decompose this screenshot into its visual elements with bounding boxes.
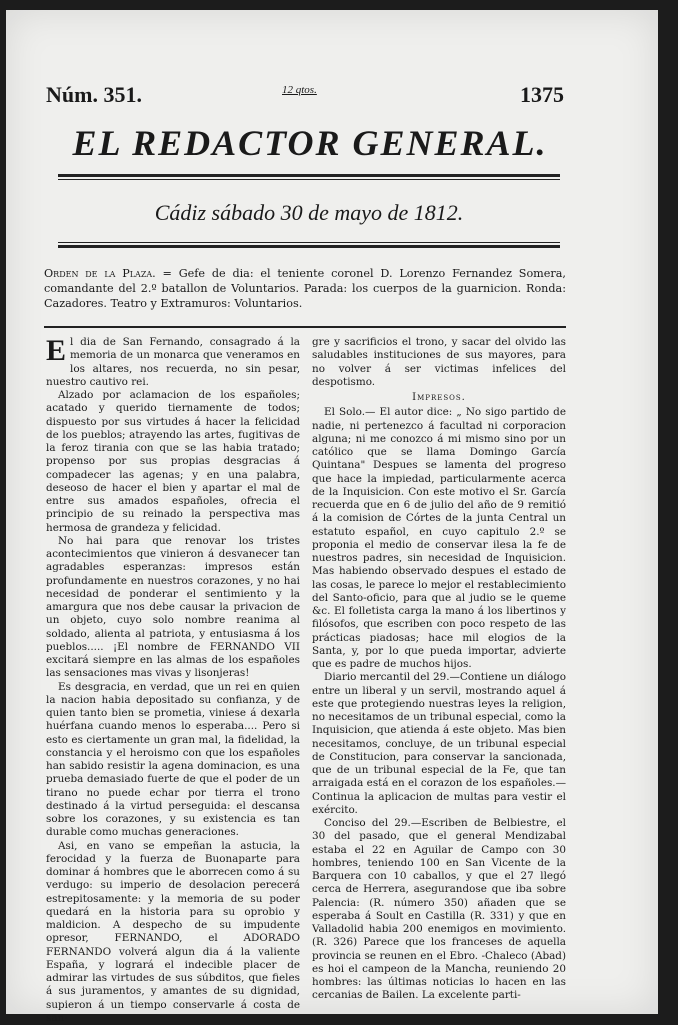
- issue-number: Núm. 351.: [46, 82, 142, 108]
- masthead-row: [46, 82, 564, 112]
- divider: [58, 174, 560, 177]
- paragraph: El Solo.— El autor dice: „ No sigo partido de nadie, ni pertenezco á facultad ni corporacion alguna; ni me conozco á mi mismo sino por un católico que se llama Domingo García Quintana" Despues se lamenta del progreso que hace la impiedad, particularmente acerca de la Inquisicion. Con este motivo el Sr. García recuerda que en 6 de julio del año de 9 remitió á la comision de Córtes de la junta Central un estatuto español, en cuyo capitulo 2.º se proponia el medio de conservar ilesa la fe de nuestros padres, sin necesidad de Inquisicion. Mas habiendo observado despues el estado de las cosas, le parece lo mejor el restablecimiento del Santo-oficio, para que al judio se le queme &c. El folletista carga la mano á los libertinos y filósofos, que escriben con poco respeto de las prácticas piadosas; hace mil elogios de la Santa, y, por lo que pueda importar, advierte que es padre de muchos hijos.: [312, 406, 566, 671]
- paragraph: Alzado por aclamacion de los españoles; acatado y querido tiernamente de todos; dispuesto por sus virtudes á hacer la felicidad de los pueblos; atrayendo las artes, fugitivas de la feroz tirania con que se las habia tratado; propenso por sus propias desgracias á compadecer las agenas; y en una palabra, deseoso de hacer el bien y apartar el mal de entre sus amados españoles, ofrecia el principio de su reinado la perspectiva mas hermosa de grandeza y felicidad.: [46, 389, 300, 535]
- divider: [44, 326, 566, 328]
- newspaper-page: [6, 10, 658, 1014]
- dateline: Cádiz sábado 30 de mayo de 1812.: [58, 200, 560, 226]
- orden-lead: Orden de la Plaza.: [44, 267, 156, 280]
- orden-text: = Gefe de dia: el teniente coronel D. Lorenzo Fernandez Somera, comandante del 2.º batallon de Voluntarios. Parada: los cuerpos de la guarnicion. Ronda: Cazadores. Teatro y Extramuros: Voluntarios.: [44, 267, 566, 310]
- price: 12 qtos.: [282, 84, 317, 96]
- divider: [58, 245, 560, 248]
- section-heading: Impresos.: [312, 391, 566, 404]
- paragraph: Conciso del 29.—Escriben de Belbiestre, el 30 del pasado, que el general Mendizabal estaba el 22 en Aguilar de Campo con 30 hombres, teniendo 100 en San Vicente de la Barquera con 10 caballos, y que el 27 llegó cerca de Herrera, asegurandose que iba sobre Palencia: (R. número 350) añaden que se esperaba á Soult en Castilla (R. 331) y que en Valladolid habia 200 enemigos en movimiento. (R. 326) Parece que los franceses de aquella provincia se reunen en el Ebro. -Chaleco (Abad) es hoi el campeon de la Mancha, reuniendo 20 hombres: las últimas noticias lo hacen en las cercanias de Bailen. La excelente parti-: [312, 817, 566, 1003]
- newspaper-title: EL REDACTOR GENERAL.: [60, 122, 560, 164]
- paragraph: Diario mercantil del 29.—Contiene un diálogo entre un liberal y un servil, mostrando aquel á este que protegiendo nuestras leyes la religion, no necesitamos de un tribunal especial, como la Inquisicion, que atienda á este objeto. Mas bien necesitamos, concluye, de un tribunal especial de Constitucion, para conservar la sancionada, que de un tribunal especial de la Fe, que tan arraigada está en el corazon de los españoles.—Continua la aplicacion de multas para vestir el exército.: [312, 671, 566, 817]
- paragraph: Es desgracia, en verdad, que un rei en quien la nacion habia depositado su confianza, y de quien tanto bien se prometia, viniese á dexarla huérfana cuando menos lo esperaba.... Pero si esto es ciertamente un gran mal, la fidelidad, la constancia y el heroismo con que los españoles han sabido resistir la agena dominacion, es una prueba demasiado fuerte de que el poder de un tirano no puede echar por tierra el trono destinado á la virtud perseguida: el descansa sobre los corazones, y su existencia es tan durable como muchas generaciones.: [46, 681, 300, 840]
- orden-de-la-plaza: [44, 266, 566, 311]
- right-column: [312, 336, 566, 946]
- drop-cap: E: [46, 338, 66, 364]
- left-column: [46, 336, 300, 946]
- page-number: 1375: [520, 82, 564, 108]
- paragraph: gre y sacrificios el trono, y sacar del olvido las saludables instituciones de sus mayores, para no volver á ser victimas infelices del despotismo.: [312, 336, 566, 389]
- divider: [58, 242, 560, 243]
- paragraph: No hai para que renovar los tristes acontecimientos que vinieron á desvanecer tan agradables esperanzas: impresos están profundamente en nuestros corazones, y no hai necesidad de ponderar el sentimiento y la amargura que nos debe causar la privacion de un objeto, cuyo solo nombre reanima al soldado, alienta al patriota, y entusiasma á los pueblos..... ¡El nombre de FERNANDO VII excitará siempre en las almas de los españoles las sensaciones mas vivas y lisonjeras!: [46, 535, 300, 681]
- paragraph: Asi, en vano se empeñan la astucia, la ferocidad y la fuerza de Buonaparte para dominar á hombres que le aborrecen como á su verdugo: su imperio de desolacion perecerá estrepitosamente: y la memoria de su poder quedará en la historia para su oprobio y maldicion. A despecho de su impudente opresor, FERNANDO, el ADORADO FERNANDO volverá algun dia á la valiente España, y logrará el indecible placer de admirar las virtudes de sus súbditos, que fieles á sus juramentos, y amantes de su dignidad, supieron á un tiempo conservarle á costa de san-: [46, 840, 300, 1025]
- paragraph: El dia de San Fernando, consagrado á la memoria de un monarca que veneramos en los altares, nos recuerda, no sin pesar, nuestro cautivo rei.: [46, 336, 300, 389]
- divider: [58, 179, 560, 180]
